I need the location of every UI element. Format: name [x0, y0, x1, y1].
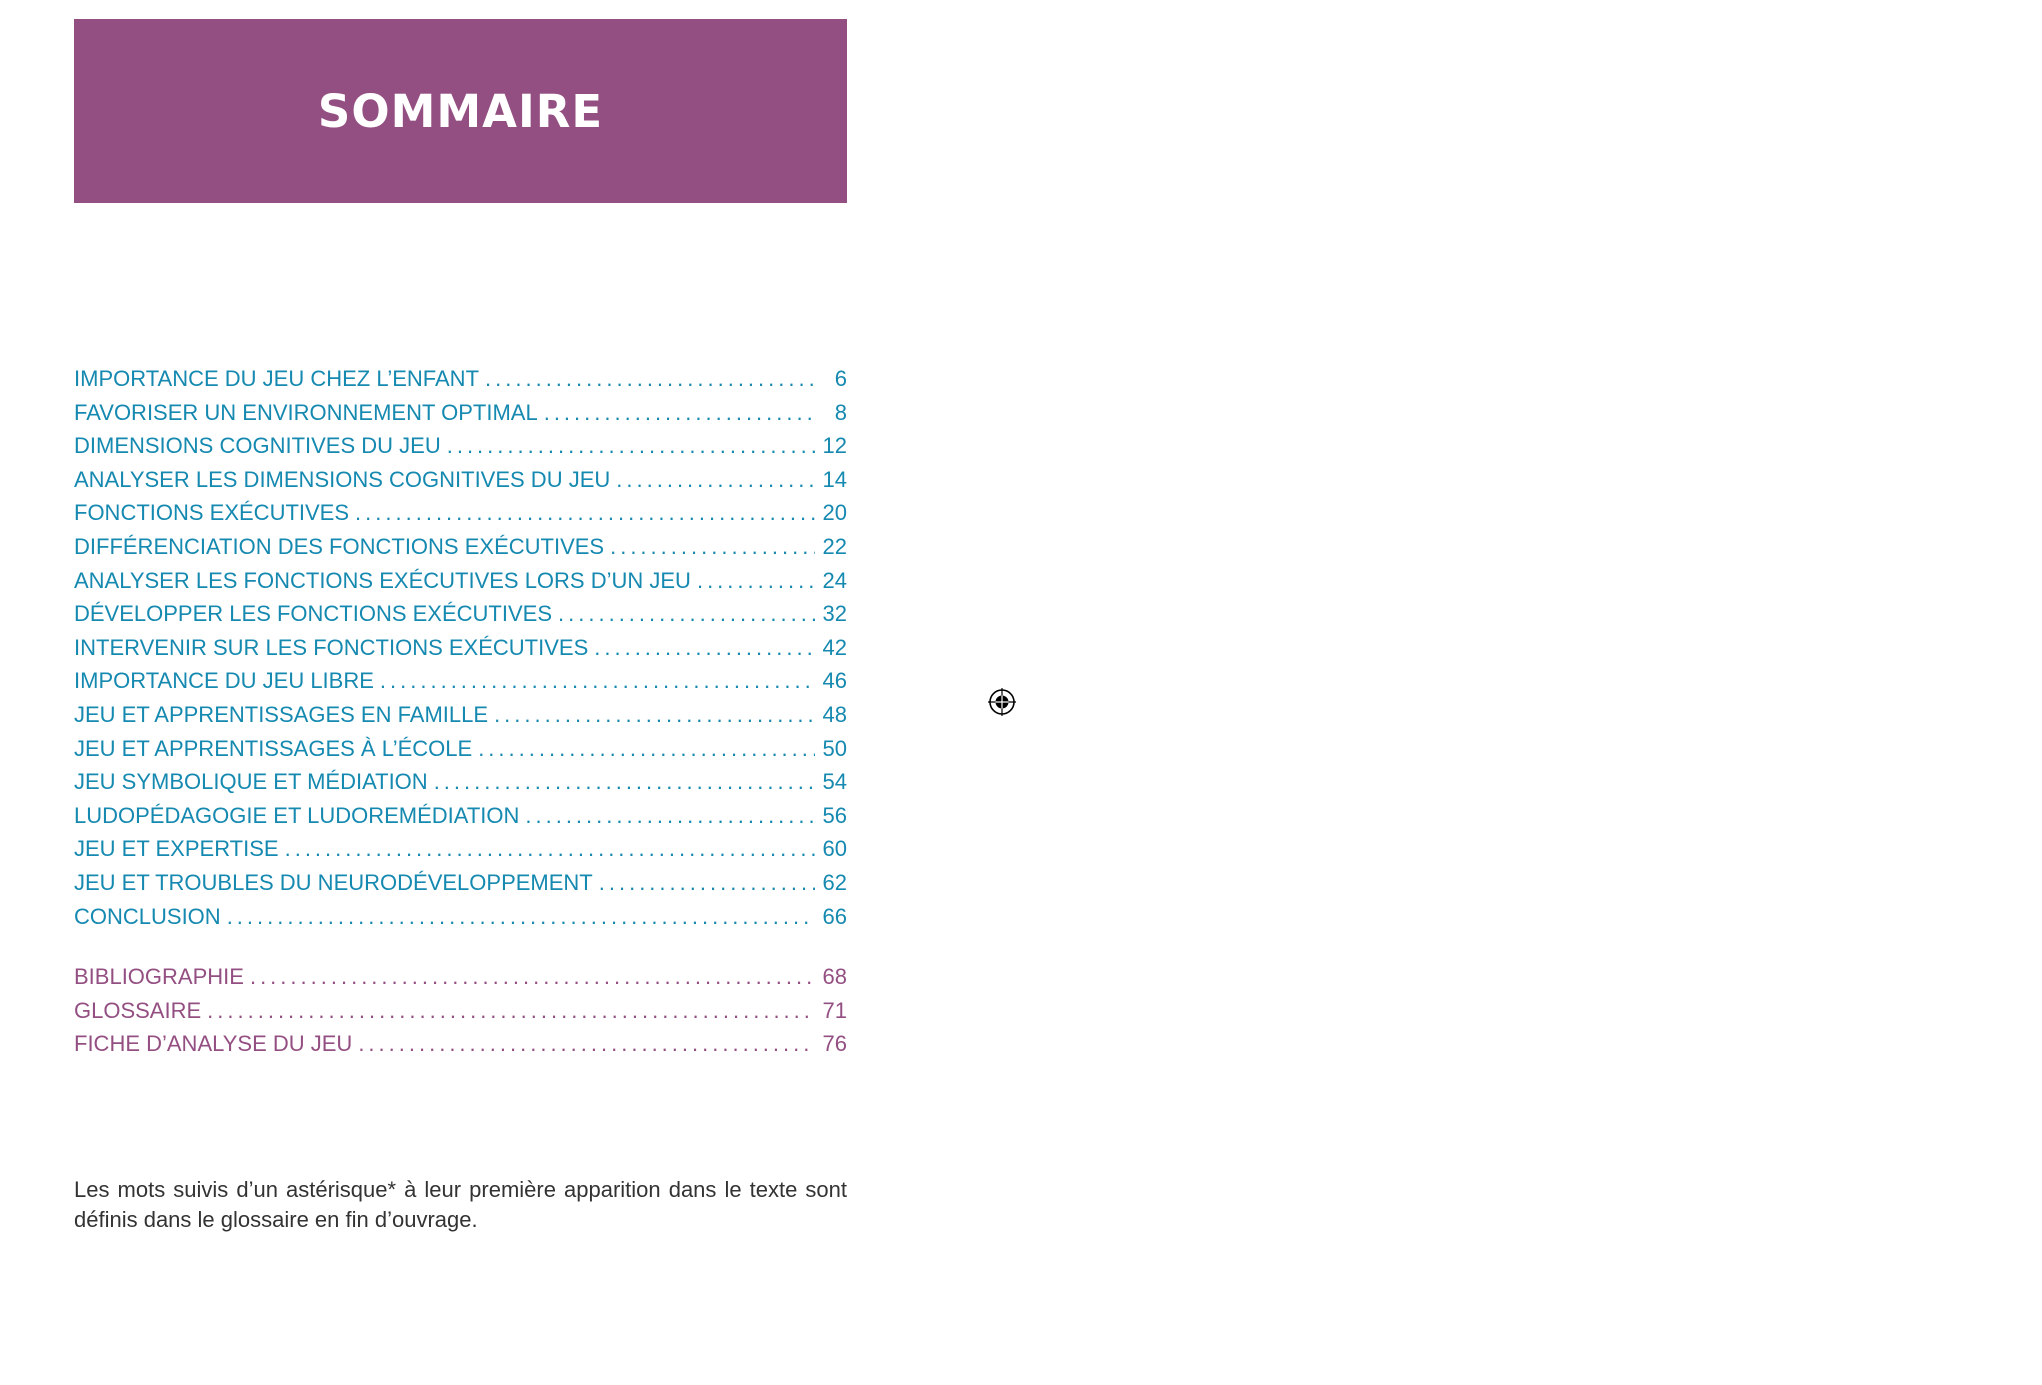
table-of-contents	[74, 366, 847, 1065]
toc-entry-title: FICHE D’ANALYSE DU JEU	[74, 1031, 353, 1057]
toc-entry[interactable]	[74, 500, 847, 534]
toc-entry-page: 50	[822, 735, 847, 761]
toc-entry-title: JEU ET TROUBLES DU NEURODÉVELOPPEMENT	[74, 869, 593, 895]
toc-dot-leader	[227, 904, 815, 930]
toc-dot-leader	[544, 400, 815, 426]
registration-mark-icon	[988, 688, 1016, 716]
toc-entry-page: 14	[822, 466, 847, 492]
toc-entry[interactable]	[74, 601, 847, 635]
toc-entry-title: JEU ET APPRENTISSAGES À L’ÉCOLE	[74, 735, 473, 761]
toc-entry-page: 46	[822, 668, 847, 694]
toc-entry-title: JEU SYMBOLIQUE ET MÉDIATION	[74, 769, 428, 795]
toc-dot-leader	[697, 568, 815, 594]
toc-entry-page: 71	[822, 997, 847, 1023]
toc-entry-title: DÉVELOPPER LES FONCTIONS EXÉCUTIVES	[74, 601, 553, 627]
toc-entry[interactable]	[74, 568, 847, 602]
toc-annex-entry[interactable]	[74, 964, 847, 998]
toc-dot-leader	[355, 500, 815, 526]
toc-entry[interactable]	[74, 433, 847, 467]
toc-entry-title: INTERVENIR SUR LES FONCTIONS EXÉCUTIVES	[74, 634, 589, 660]
toc-entry[interactable]	[74, 467, 847, 501]
toc-entry-title: JEU ET EXPERTISE	[74, 836, 279, 862]
toc-entry-page: 6	[834, 366, 847, 391]
toc-annex-entry[interactable]	[74, 998, 847, 1032]
toc-entry-title: ANALYSER LES DIMENSIONS COGNITIVES DU JEU	[74, 466, 611, 492]
toc-entry-page: 48	[822, 701, 847, 727]
toc-entry[interactable]	[74, 836, 847, 870]
toc-entry[interactable]	[74, 769, 847, 803]
toc-entry[interactable]	[74, 904, 847, 938]
toc-entry[interactable]	[74, 870, 847, 904]
toc-entry-page: 66	[822, 903, 847, 929]
toc-entry-title: CONCLUSION	[74, 903, 221, 929]
toc-dot-leader	[610, 534, 815, 560]
toc-entry-title: IMPORTANCE DU JEU LIBRE	[74, 668, 374, 694]
toc-chapters	[74, 366, 847, 937]
toc-entry-page: 76	[822, 1031, 847, 1057]
toc-dot-leader	[478, 736, 815, 762]
toc-dot-leader	[250, 964, 815, 990]
toc-entry-page: 42	[822, 634, 847, 660]
toc-entry[interactable]	[74, 803, 847, 837]
toc-entry[interactable]	[74, 702, 847, 736]
toc-entry-page: 22	[822, 533, 847, 559]
toc-dot-leader	[599, 870, 815, 896]
toc-entry-page: 60	[822, 836, 847, 862]
toc-dot-leader	[207, 998, 815, 1024]
toc-dot-leader	[616, 467, 815, 493]
toc-dot-leader	[447, 433, 815, 459]
toc-entry[interactable]	[74, 635, 847, 669]
toc-entry-page: 20	[822, 500, 847, 526]
toc-dot-leader	[285, 836, 815, 862]
toc-entry-page: 8	[834, 399, 847, 425]
toc-entry-title: LUDOPÉDAGOGIE ET LUDOREMÉDIATION	[74, 802, 520, 828]
toc-dot-leader	[380, 668, 815, 694]
toc-entry-page: 54	[822, 769, 847, 795]
toc-dot-leader	[358, 1031, 815, 1057]
toc-entry[interactable]	[74, 668, 847, 702]
summary-header-band	[74, 19, 847, 203]
toc-entry-page: 62	[822, 869, 847, 895]
toc-entry-page: 68	[822, 964, 847, 990]
toc-entry-page: 32	[822, 601, 847, 627]
toc-entry-page: 56	[822, 802, 847, 828]
toc-entry-title: IMPORTANCE DU JEU CHEZ L’ENFANT	[74, 366, 480, 391]
toc-entry-title: GLOSSAIRE	[74, 997, 202, 1023]
toc-entry[interactable]	[74, 534, 847, 568]
toc-entry[interactable]	[74, 400, 847, 434]
toc-dot-leader	[525, 803, 815, 829]
glossary-footnote: Les mots suivis d’un astérisque* à leur première apparition dans le texte sont définis dans le glossaire en fin d’ouvrage.	[74, 1177, 847, 1232]
toc-entry-page: 24	[822, 567, 847, 593]
toc-dot-leader	[485, 366, 815, 392]
toc-dot-leader	[494, 702, 815, 728]
toc-entry-title: BIBLIOGRAPHIE	[74, 964, 244, 990]
toc-entry-title: DIMENSIONS COGNITIVES DU JEU	[74, 433, 441, 459]
toc-annex-entry[interactable]	[74, 1031, 847, 1065]
toc-entry-title: JEU ET APPRENTISSAGES EN FAMILLE	[74, 701, 489, 727]
toc-entry-page: 12	[822, 433, 847, 459]
toc-dot-leader	[594, 635, 815, 661]
toc-dot-leader	[434, 769, 815, 795]
toc-dot-leader	[558, 601, 815, 627]
toc-entry-title: FONCTIONS EXÉCUTIVES	[74, 500, 350, 526]
toc-annexes	[74, 964, 847, 1065]
toc-entry[interactable]	[74, 366, 847, 400]
toc-entry[interactable]	[74, 736, 847, 770]
page-title: SOMMAIRE	[317, 84, 604, 138]
toc-entry-title: FAVORISER UN ENVIRONNEMENT OPTIMAL	[74, 399, 538, 425]
toc-entry-title: DIFFÉRENCIATION DES FONCTIONS EXÉCUTIVES	[74, 533, 605, 559]
toc-entry-title: ANALYSER LES FONCTIONS EXÉCUTIVES LORS D’UN JEU	[74, 567, 691, 593]
